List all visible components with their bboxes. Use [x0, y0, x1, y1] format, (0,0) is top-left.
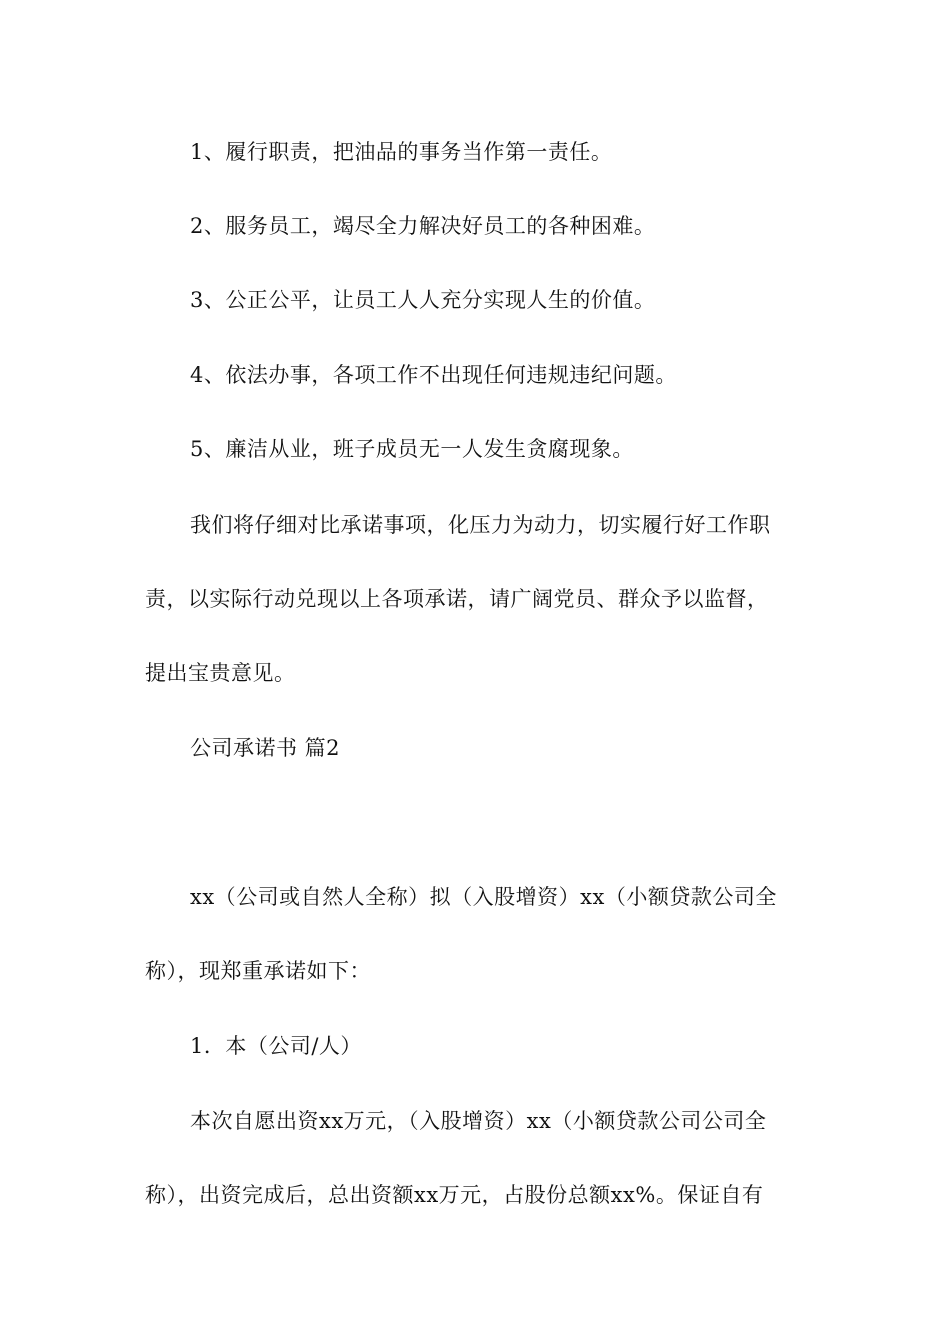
closing-paragraph-line-1: 我们将仔细对比承诺事项，化压力为动力，切实履行好工作职 — [190, 513, 771, 537]
commitment-item-2: 2、服务员工，竭尽全力解决好员工的各种困难。 — [190, 214, 656, 238]
intro-paragraph-line-2: 称），现郑重承诺如下： — [145, 959, 371, 983]
commitment-item-5: 5、廉洁从业，班子成员无一人发生贪腐现象。 — [190, 437, 634, 461]
clause-1-body-line-1: 本次自愿出资xx万元，（入股增资）xx（小额贷款公司公司全 — [190, 1109, 767, 1133]
closing-paragraph-line-2: 责，以实际行动兑现以上各项承诺，请广阔党员、群众予以监督， — [145, 587, 769, 611]
commitment-item-3: 3、公正公平，让员工人人充分实现人生的价值。 — [190, 288, 656, 312]
intro-paragraph-line-1: xx（公司或自然人全称）拟（入股增资）xx（小额贷款公司全 — [190, 885, 777, 909]
clause-1-body-line-2: 称），出资完成后，总出资额xx万元，占股份总额xx%。保证自有 — [145, 1183, 764, 1207]
commitment-item-1: 1、履行职责，把油品的事务当作第一责任。 — [190, 140, 613, 164]
clause-1-title: 1．本（公司/人） — [190, 1034, 362, 1058]
closing-paragraph-line-3: 提出宝贵意见。 — [145, 661, 296, 685]
section-heading: 公司承诺书 篇2 — [190, 736, 341, 760]
commitment-item-4: 4、依法办事，各项工作不出现任何违规违纪问题。 — [190, 363, 677, 387]
